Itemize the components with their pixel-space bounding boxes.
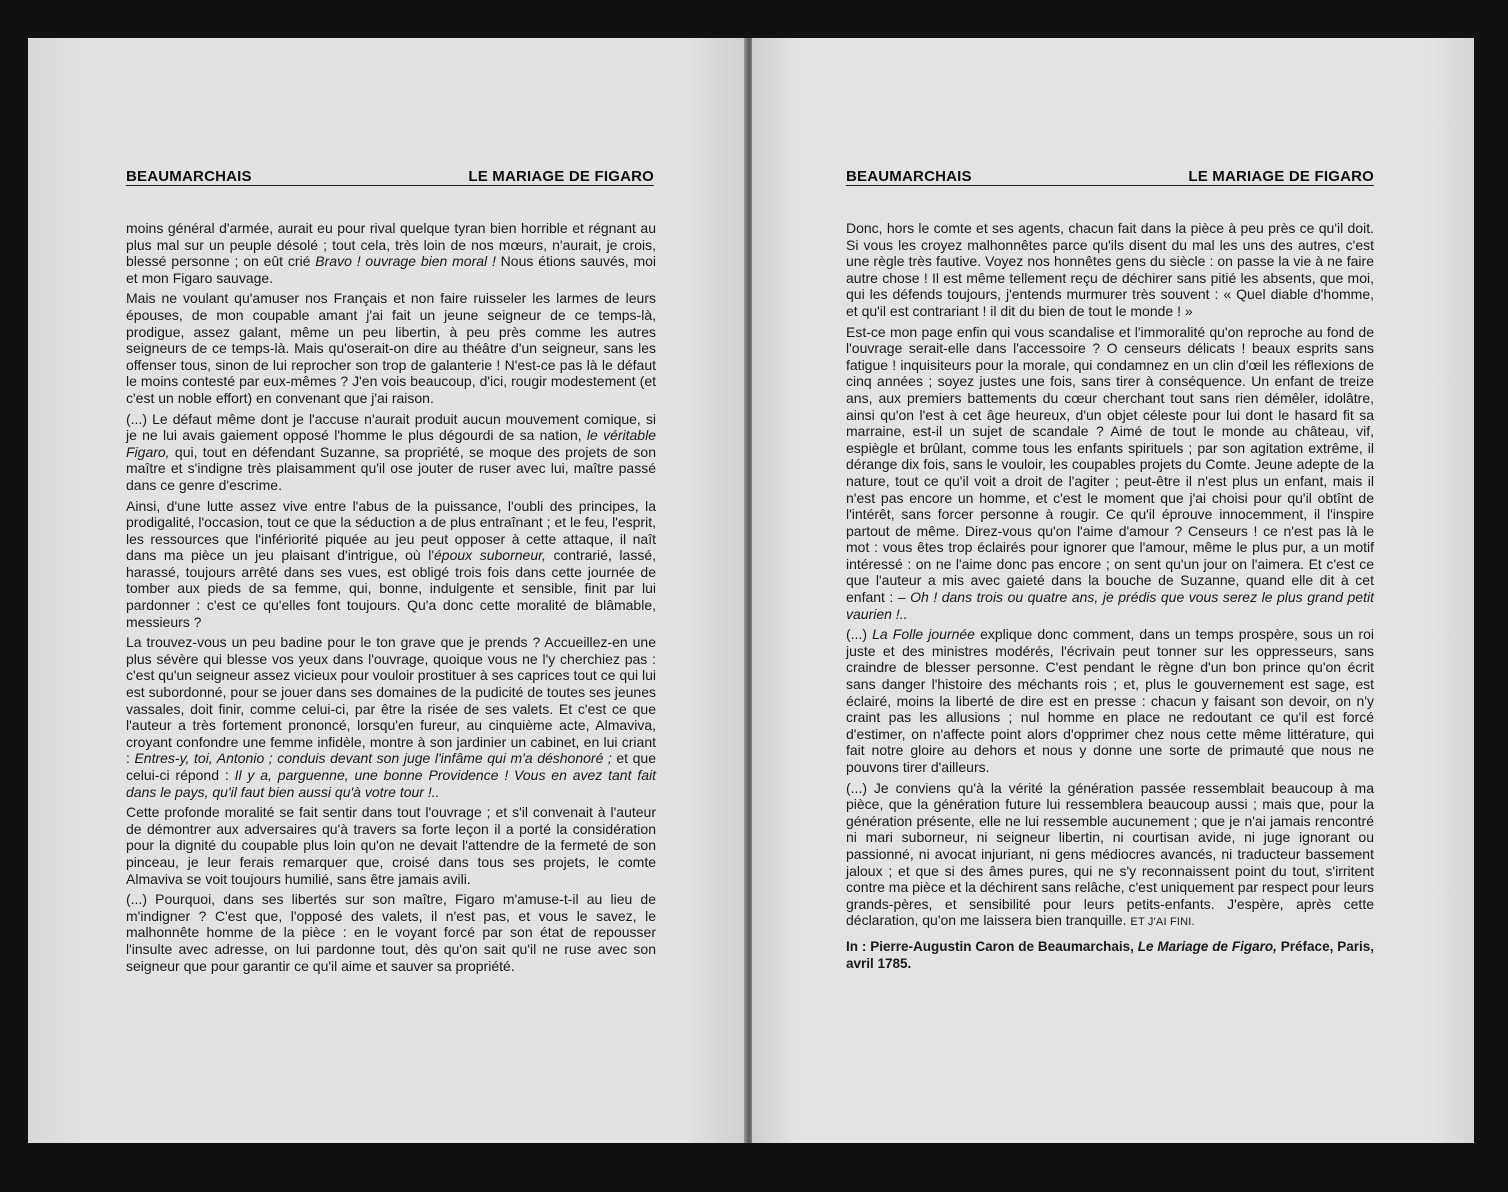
- italic-text: Oh ! dans trois ou quatre ans, je prédis que vous serez le plus grand petit vaurien !..: [846, 589, 1374, 622]
- text-run: moins général d'armée, aurait eu pour rival quelque tyran bien horrible et régnant au plus mal sur un peuple désolé ; tout cela, très loin de nos mœurs, n'aurait, je crois, blessé personne ; on eût crié: [126, 220, 656, 270]
- paragraph: [126, 498, 656, 631]
- running-head-right: [846, 163, 1374, 186]
- citation-suffix: Préface, Paris, avril 1785.: [846, 938, 1374, 971]
- text-run: (...) Pourquoi, dans ses libertés sur son maître, Figaro m'amuse-t-il au lieu de m'indigner ? C'est que, l'opposé des valets, il n'est pas, et vous le savez, le malhonnête homme de la pièce : en le voyant forcé par son état de repousser l'insulte avec adresse, on lui pardonne tout, dès qu'on sait qu'il ne ruse avec son seigneur que pour garantir ce qu'il aime et sauver sa propriété.: [126, 891, 656, 974]
- header-author: BEAUMARCHAIS: [126, 168, 252, 185]
- citation-title: Le Mariage de Figaro,: [1137, 938, 1277, 954]
- paragraph: [126, 634, 656, 800]
- text-run: et que celui-ci répond :: [126, 750, 657, 783]
- text-run: Donc, hors le comte et ses agents, chacun fait dans la pièce à peu près ce qu'il doit. Si vous les croyez malhonnêtes parce qu'ils disent du mal les uns des autres, c'est une règle très fautive. Voyez nos honnêtes gens du siècle : on passe la vie à ne faire autre chose ! Il est même tellement reçu de déchirer sans pitié les absents, que moi, qui les défends toujours, j'entends murmurer très souvent : « Quel diable d'homme, et qu'il est contrariant ! il dit du bien de tout le monde ! »: [846, 220, 1374, 319]
- paragraph: [846, 324, 1374, 623]
- body-text-left: [126, 220, 656, 976]
- text-run: Mais ne voulant qu'amuser nos Français et non faire ruisseler les larmes de leurs épouses, de mon coupable amant j'ai fait un jeune seigneur de ce temps-là, prodigue, assez galant, même un peu libertin, à peu près comme les autres seigneurs de ce temps-là. Mais qu'oserait-on dire au théâtre d'un seigneur, sans les offenser tous, sinon de lui reprocher son trop de galanterie ! N'est-ce pas là le défaut le moins contesté par eux-mêmes ? J'en vois beaucoup, d'ici, rougir modestement (et c'est un noble effort) en convenant que j'ai raison.: [126, 290, 656, 406]
- text-run: explique donc comment, dans un temps prospère, sous un roi juste et des ministres modérés, l'écrivain peut tonner sur les oppresseurs, sans craindre de blesser personne. C'est pendant le règne d'un bon prince qu'on écrit sans danger l'histoire des méchants rois ; et, plus le gouvernement est sage, est éclairé, moins la liberté de dire est en presse : chacun y faisant son devoir, on n'y craint pas les allusions ; nul homme en place ne redoutant ce qu'il est forcé d'estimer, on n'affecte point alors d'opprimer chez nous cette même littérature, qui fait notre gloire au dehors et nous y donne une sorte de primauté que nous ne pouvons tirer d'ailleurs.: [846, 626, 1374, 775]
- text-run: qui, tout en défendant Suzanne, sa propriété, se moque des projets de son maître et s'indigne très plaisamment qu'il ose jouter de ruser avec lui, maître passé dans ce genre d'escrime.: [126, 443, 656, 493]
- body-text-right: [846, 220, 1374, 974]
- paragraph: [126, 891, 656, 974]
- right-page: [752, 38, 1474, 1143]
- text-run: (...): [846, 626, 873, 643]
- citation-prefix: In : Pierre-Augustin Caron de Beaumarchais,: [846, 938, 1138, 954]
- text-run: (...) Le défaut même dont je l'accuse n'aurait produit aucun mouvement comique, si je ne lui avais gaiement opposé l'homme le plus dégourdi de sa nation,: [126, 410, 656, 444]
- header-title: LE MARIAGE DE FIGARO: [1188, 168, 1374, 185]
- header-author: BEAUMARCHAIS: [846, 168, 972, 185]
- paragraph: [846, 780, 1374, 931]
- running-head-left: [126, 163, 654, 186]
- text-run: Nous étions sauvés, moi et mon Figaro sauvage.: [126, 253, 657, 286]
- paragraph: [126, 220, 656, 286]
- source-citation: [846, 939, 1374, 972]
- italic-text: Il y a, parguenne, une bonne Providence ! Vous en avez tant fait dans le pays, qu'il faut bien aussi qu'à votre tour !..: [126, 767, 656, 800]
- text-run: contrarié, lassé, harassé, toujours arrêté dans ses vues, est obligé trois fois dans cette journée de tomber aux pieds de sa femme, qui, bonne, indulgente et sensible, finit par lui pardonner : c'est ce qu'elles font toujours. Qu'a donc cette moralité de blâmable, messieurs ?: [126, 547, 656, 630]
- left-page: [28, 38, 746, 1143]
- italic-text: La Folle journée: [872, 626, 975, 643]
- italic-text: Entres-y, toi, Antonio ; conduis devant son juge l'infâme qui m'a déshonoré ;: [134, 750, 612, 767]
- text-run: Est-ce mon page enfin qui vous scandalise et l'immoralité qu'on reproche au fond de l'ouvrage serait-elle dans l'accessoire ? O censeurs délicats ! beaux esprits sans fatigue ! inquisiteurs pour la morale, qui condamnez en un clin d'œil les réflexions de cinq années ; soyez justes une fois, sans tirer à conséquence. Un enfant de treize ans, aux premiers battements du cœur cherchant tout sans rien démêler, idolâtre, ainsi qu'on l'est à cet âge heureux, d'un objet céleste pour lui dont le hasard fit sa marraine, est-il un sujet de scandale ? Aimé de tout le monde au château, vif, espiègle et brûlant, comme tous les enfants spirituels ; par son agitation extrême, il dérange dix fois, sans le vouloir, les coupables projets du Comte. Jeune adepte de la nature, tout ce qu'il voit a droit de l'agiter ; peut-être il n'est plus un enfant, mais il n'est pas encore un homme, et c'est le moment que j'ai choisi pour qu'il obtînt de l'intérêt, sans forcer personne à rougir. Ce qu'il éprouve innocemment, il l'inspire partout de même. Direz-vous qu'on l'aime d'amour ? Censeurs ! ce n'est pas là le mot : vous êtes trop éclairés pour ignorer que l'amour, même le plus pur, a un motif intéressé : on ne l'aime donc pas encore ; on sent qu'un jour on l'aimera. Et c'est ce que l'auteur a mis avec gaieté dans la bouche de Suzanne, quand elle dit à cet enfant : –: [846, 323, 1374, 606]
- paragraph: [846, 626, 1374, 775]
- paragraph: [126, 290, 656, 406]
- italic-text: époux suborneur,: [434, 547, 546, 564]
- header-title: LE MARIAGE DE FIGARO: [468, 168, 654, 185]
- paragraph: [126, 411, 656, 494]
- text-run: (...) Je conviens qu'à la vérité la génération passée ressemblait beaucoup à ma pièce, que la génération future lui ressemblera beaucoup aussi ; mais que, pour la génération présente, elle ne lui ressemble aucunement ; que je n'ai jamais rencontré ni mari suborneur, ni seigneur libertin, ni courtisan avide, ni juge ignorant ou passionné, ni avocat injuriant, ni gens médiocres avancés, ni traducteur bassement jaloux ; et que si des âmes pures, qui ne s'y reconnaissent point du tout, s'irritent contre ma pièce et la déchirent sans relâche, c'est uniquement par respect pour leurs grands-pères, et sensibilité pour leurs petits-enfants. J'espère, après cette déclaration, qu'on me laissera bien tranquille.: [846, 779, 1374, 929]
- text-run: ET J'AI FINI.: [1130, 916, 1195, 929]
- text-run: Ainsi, d'une lutte assez vive entre l'abus de la puissance, l'oubli des principes, la prodigalité, l'occasion, tout ce que la séduction a de plus entraînant ; et le feu, l'esprit, les ressources que l'infériorité piquée au jeu peut opposer à cette attaque, il naît dans ma pièce un jeu plaisant d'intrigue, où l': [126, 497, 656, 564]
- paragraph: [846, 220, 1374, 320]
- italic-text: le véritable Figaro,: [126, 427, 656, 460]
- text-run: La trouvez-vous un peu badine pour le ton grave que je prends ? Accueillez-en une plus sévère qui blesse vos yeux dans l'ouvrage, quoique vous ne l'y cherchiez pas : c'est qu'un seigneur assez vicieux pour vouloir prostituer à ses caprices tout ce qui lui est subordonné, pour se jouer dans ses domaines de la pudicité de toutes ses jeunes vassales, doit finir, comme celui-ci, par être la risée de ses valets. Et c'est ce que l'auteur a très fortement prononcé, lorsqu'en fureur, au cinquième acte, Almaviva, croyant confondre une femme infidèle, montre à son jardinier un cabinet, en lui criant :: [126, 634, 656, 767]
- italic-text: Bravo ! ouvrage bien moral !: [315, 253, 496, 270]
- text-run: Cette profonde moralité se fait sentir dans tout l'ouvrage ; et s'il convenait à l'auteur de démontrer aux adversaires qu'à travers sa forte leçon il a porté la considération pour la dignité du coupable plus loin qu'on ne devait l'attendre de la fermeté de son pinceau, je leur ferais remarquer que, croisé dans tous ses projets, le comte Almaviva se voit toujours humilié, sans être jamais avili.: [126, 804, 656, 887]
- paragraph: [126, 804, 656, 887]
